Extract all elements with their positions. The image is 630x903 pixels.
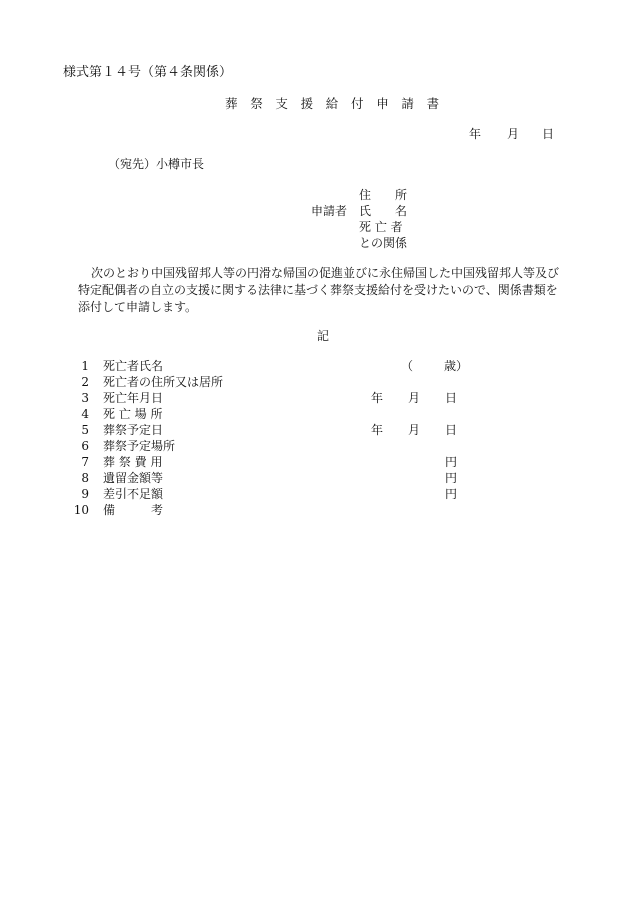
item-number: 8 bbox=[81, 471, 89, 485]
item-label: 葬 祭 費 用 bbox=[103, 455, 163, 469]
applicant-name-label: 氏 名 bbox=[359, 204, 408, 218]
applicant-deceased-label: 死 亡 者 bbox=[359, 220, 403, 234]
item-label: 葬祭予定日 bbox=[103, 423, 164, 437]
item-number: 4 bbox=[81, 407, 89, 421]
list-item bbox=[0, 504, 630, 520]
item-number: 2 bbox=[81, 375, 89, 389]
applicant-address-label: 住 所 bbox=[359, 188, 408, 202]
year-label: 年 bbox=[371, 423, 384, 437]
document-title: 葬 祭 支 援 給 付 申 請 書 bbox=[225, 96, 440, 111]
month-label: 月 bbox=[408, 391, 421, 405]
list-item bbox=[0, 472, 630, 488]
age-close: 歳） bbox=[444, 359, 469, 373]
item-number: 6 bbox=[81, 439, 89, 453]
list-item bbox=[0, 488, 630, 504]
list-item bbox=[0, 456, 630, 472]
item-label: 死亡年月日 bbox=[103, 391, 164, 405]
item-number: 10 bbox=[73, 503, 89, 517]
request-statement: 次のとおり中国残留邦人等の円滑な帰国の促進並びに永住帰国した中国残留邦人等及び特定配偶者の自立の支援に関する法律に基づく葬祭支援給付を受けたいので、関係書類を添付して申請します。 bbox=[78, 266, 560, 314]
yen-label: 円 bbox=[445, 471, 458, 485]
list-item bbox=[0, 376, 630, 392]
list-item bbox=[0, 408, 630, 424]
item-label: 死亡者氏名 bbox=[103, 359, 164, 373]
month-label: 月 bbox=[408, 423, 421, 437]
item-label: 備 考 bbox=[103, 503, 164, 517]
item-label: 差引不足額 bbox=[103, 487, 164, 501]
applicant-prefix: 申請者 bbox=[311, 204, 348, 218]
list-item bbox=[0, 392, 630, 408]
item-number: 9 bbox=[81, 487, 89, 501]
ki-heading: 記 bbox=[317, 329, 330, 343]
item-label: 遺留金額等 bbox=[103, 471, 164, 485]
list-item bbox=[0, 360, 630, 376]
item-number: 3 bbox=[81, 391, 89, 405]
list-item bbox=[0, 440, 630, 456]
date-day-label: 日 bbox=[542, 127, 555, 141]
date-month-label: 月 bbox=[507, 127, 520, 141]
list-item bbox=[0, 424, 630, 440]
item-label: 死亡者の住所又は居所 bbox=[103, 375, 224, 389]
item-label: 葬祭予定場所 bbox=[103, 439, 176, 453]
item-number: 1 bbox=[81, 359, 89, 373]
yen-label: 円 bbox=[445, 487, 458, 501]
yen-label: 円 bbox=[445, 455, 458, 469]
year-label: 年 bbox=[371, 391, 384, 405]
item-label: 死 亡 場 所 bbox=[103, 407, 163, 421]
day-label: 日 bbox=[445, 423, 458, 437]
applicant-relation-label: との関係 bbox=[359, 236, 408, 250]
age-open: （ bbox=[401, 359, 414, 373]
form-number: 様式第１４号（第４条関係） bbox=[63, 65, 233, 80]
day-label: 日 bbox=[445, 391, 458, 405]
item-number: 5 bbox=[81, 423, 89, 437]
addressee: （宛先）小樽市長 bbox=[108, 157, 205, 171]
date-year-label: 年 bbox=[469, 127, 482, 141]
item-number: 7 bbox=[81, 455, 89, 469]
